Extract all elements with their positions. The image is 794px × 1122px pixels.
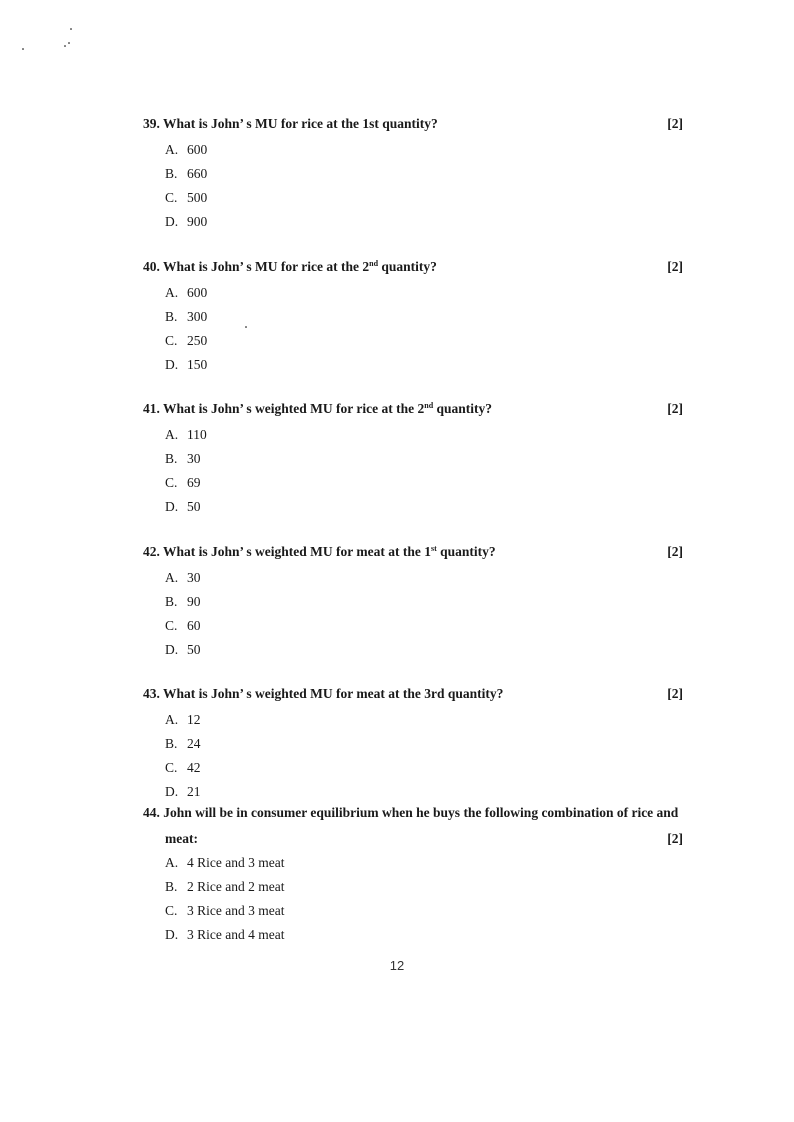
question-text: 42. What is John’ s weighted MU for meat at the 1st quantity? (143, 544, 496, 559)
question-line (143, 544, 683, 566)
option-a: A. 600 (165, 285, 208, 300)
question-marks: [2] (667, 686, 683, 701)
scan-speck (70, 28, 72, 30)
option-c: C. 250 (165, 333, 208, 348)
option-a: A. 12 (165, 712, 201, 727)
option-b: B. 30 (165, 451, 201, 466)
option-b: B. 660 (165, 166, 208, 181)
question-line-2 (143, 827, 683, 851)
option-a: A. 30 (165, 570, 201, 585)
scan-speck (22, 48, 24, 50)
question-40 (143, 259, 683, 377)
page-number: 12 (389, 958, 405, 973)
option-d: D. 50 (165, 499, 201, 514)
question-line (143, 686, 683, 708)
question-marks: [2] (667, 401, 683, 416)
question-marks: [2] (667, 544, 683, 559)
question-text-continued: meat: (165, 831, 198, 846)
question-42 (143, 544, 683, 662)
question-text: 41. What is John’ s weighted MU for rice at the 2nd quantity? (143, 401, 493, 416)
question-line (143, 259, 683, 281)
option-c: C. 69 (165, 475, 201, 490)
question-line (143, 805, 683, 827)
option-d: D. 3 Rice and 4 meat (165, 927, 285, 942)
option-a: A. 110 (165, 427, 207, 442)
question-text: 44. John will be in consumer equilibrium when he buys the following combination of rice and (143, 805, 679, 820)
question-43 (143, 686, 683, 804)
option-c: C. 500 (165, 190, 208, 205)
question-44 (143, 805, 683, 947)
question-text: 39. What is John’ s MU for rice at the 1st quantity? (143, 116, 438, 131)
question-marks: [2] (667, 259, 683, 274)
question-text: 43. What is John’ s weighted MU for meat at the 3rd quantity? (143, 686, 504, 701)
question-line (143, 401, 683, 423)
option-d: D. 50 (165, 642, 201, 657)
option-c: C. 3 Rice and 3 meat (165, 903, 285, 918)
option-b: B. 24 (165, 736, 201, 751)
question-marks: [2] (667, 831, 683, 846)
option-c: C. 60 (165, 618, 201, 633)
option-d: D. 21 (165, 784, 201, 799)
option-b: B. 300 (165, 309, 208, 324)
option-d: D. 900 (165, 214, 208, 229)
option-a: A. 600 (165, 142, 208, 157)
option-c: C. 42 (165, 760, 201, 775)
option-a: A. 4 Rice and 3 meat (165, 855, 285, 870)
option-b: B. 2 Rice and 2 meat (165, 879, 285, 894)
question-39 (143, 116, 683, 234)
option-b: B. 90 (165, 594, 201, 609)
question-text: 40. What is John’ s MU for rice at the 2nd quantity? (143, 259, 437, 274)
question-marks: [2] (667, 116, 683, 131)
question-line (143, 116, 683, 138)
scan-speck (68, 42, 70, 44)
option-d: D. 150 (165, 357, 208, 372)
scan-speck (64, 45, 66, 47)
question-41 (143, 401, 683, 519)
